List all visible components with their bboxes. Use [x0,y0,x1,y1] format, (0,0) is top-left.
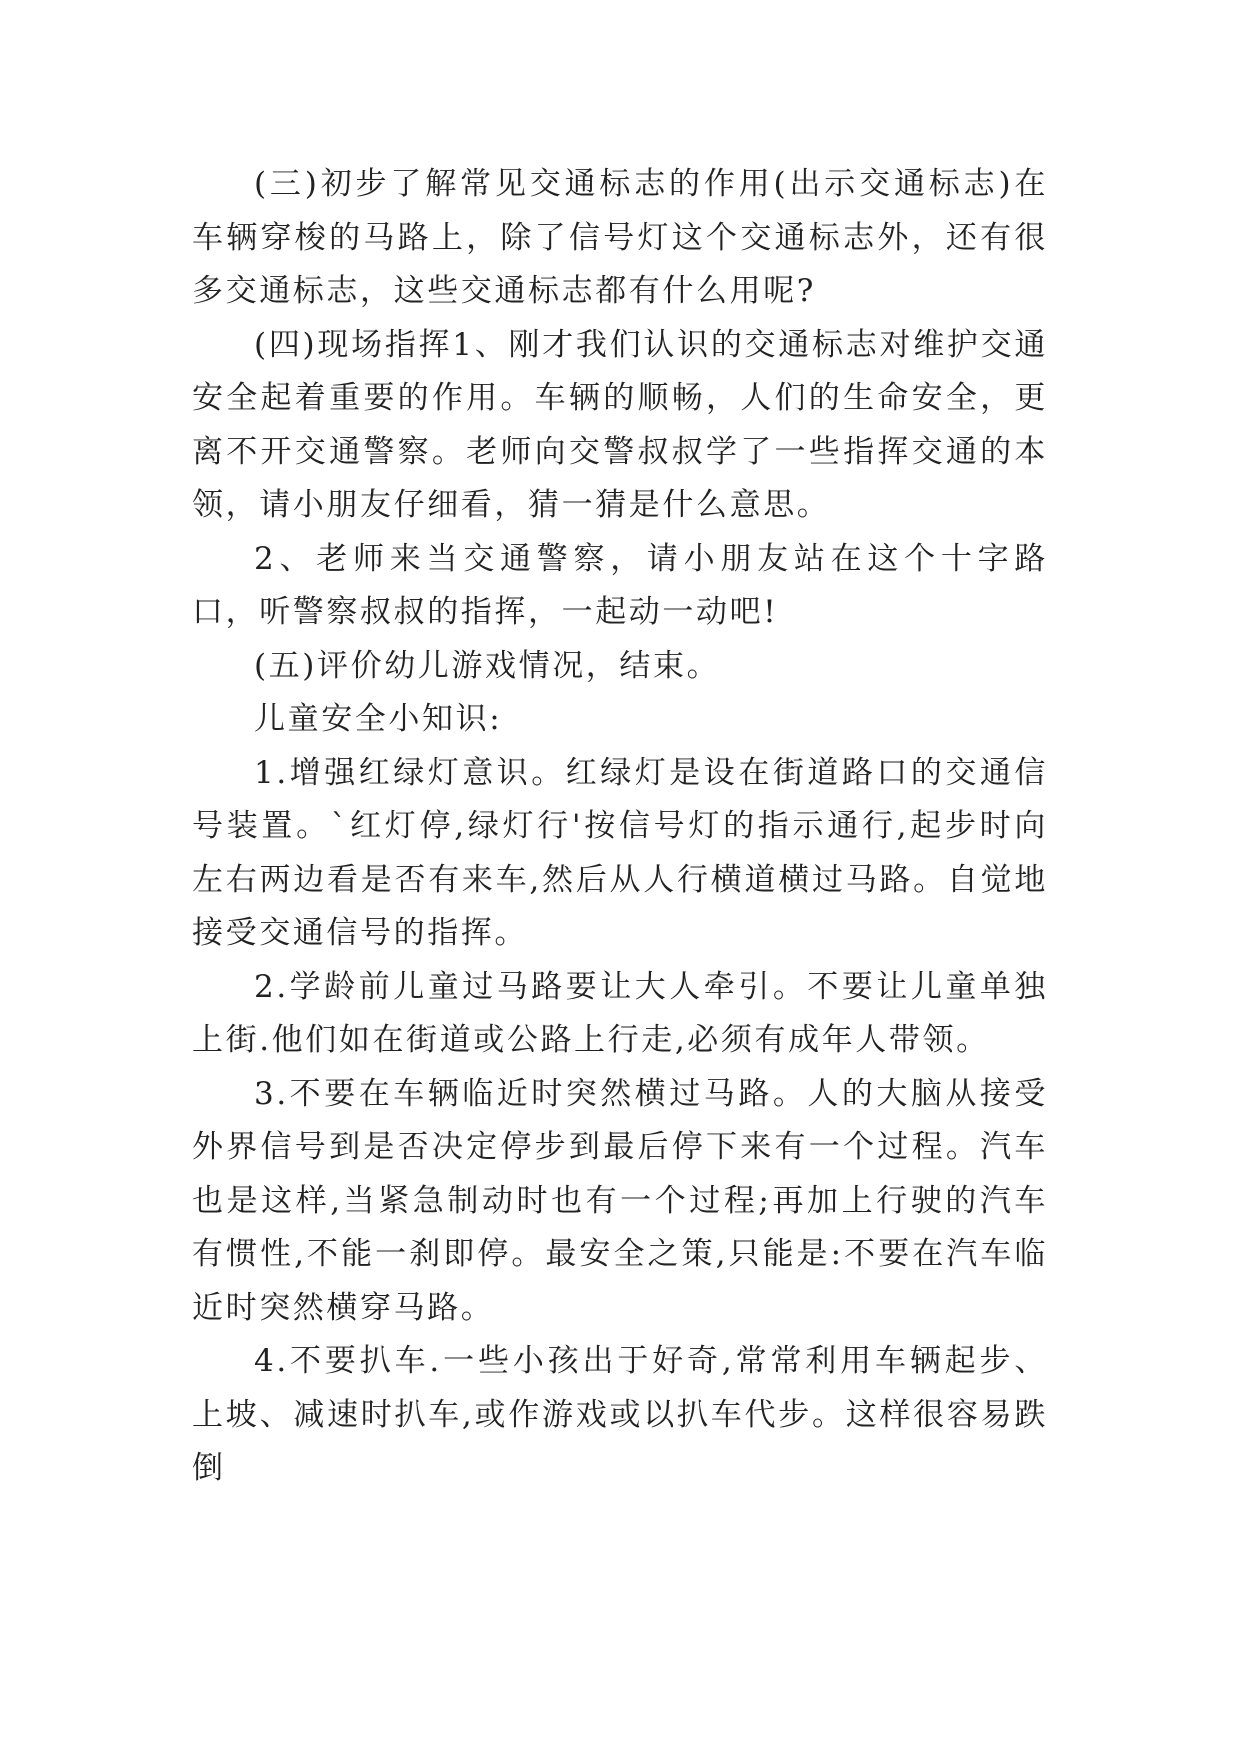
paragraph-safety-heading: 儿童安全小知识: [254,701,503,737]
paragraph-safety-tip-3: 3.不要在车辆临近时突然横过马路。人的大脑从接受外界信号到是否决定停步到最后停下来有一个过程。汽车也是这样,当紧急制动时也有一个过程;再加上行驶的汽车有惯性,不能一刹即停。最安全之策,只能是:不要在汽车临近时突然横穿马路。 [192,1075,1048,1326]
paragraph-section-5: (五)评价幼儿游戏情况，结束。 [254,647,721,684]
paragraph-section-3: (三)初步了解常见交通标志的作用(出示交通标志)在车辆穿梭的马路上，除了信号灯这个交通标志外，还有很多交通标志，这些交通标志都有什么用呢? [192,166,1048,309]
paragraph-section-4: (四)现场指挥1、刚才我们认识的交通标志对维护交通安全起着重要的作用。车辆的顺畅，人们的生命安全，更离不开交通警察。老师向交警叔叔学了一些指挥交通的本领，请小朋友仔细看，猜一猜是什么意思。 [192,326,1048,523]
document-body [192,158,1048,1496]
paragraph-section-4-step-2: 2、老师来当交通警察，请小朋友站在这个十字路口，听警察叔叔的指挥，一起动一动吧! [192,540,1048,630]
paragraph-safety-tip-4: 4.不要扒车.一些小孩出于好奇,常常利用车辆起步、上坡、减速时扒车,或作游戏或以扒车代步。这样很容易跌倒 [192,1343,1048,1486]
paragraph-safety-tip-2: 2.学龄前儿童过马路要让大人牵引。不要让儿童单独上街.他们如在街道或公路上行走,必须有成年人带领。 [192,968,1048,1058]
paragraph-safety-tip-1: 1.增强红绿灯意识。红绿灯是设在街道路口的交通信号装置。`红灯停,绿灯行'按信号灯的指示通行,起步时向左右两边看是否有来车,然后从人行横道横过马路。自觉地接受交通信号的指挥。 [192,754,1048,951]
